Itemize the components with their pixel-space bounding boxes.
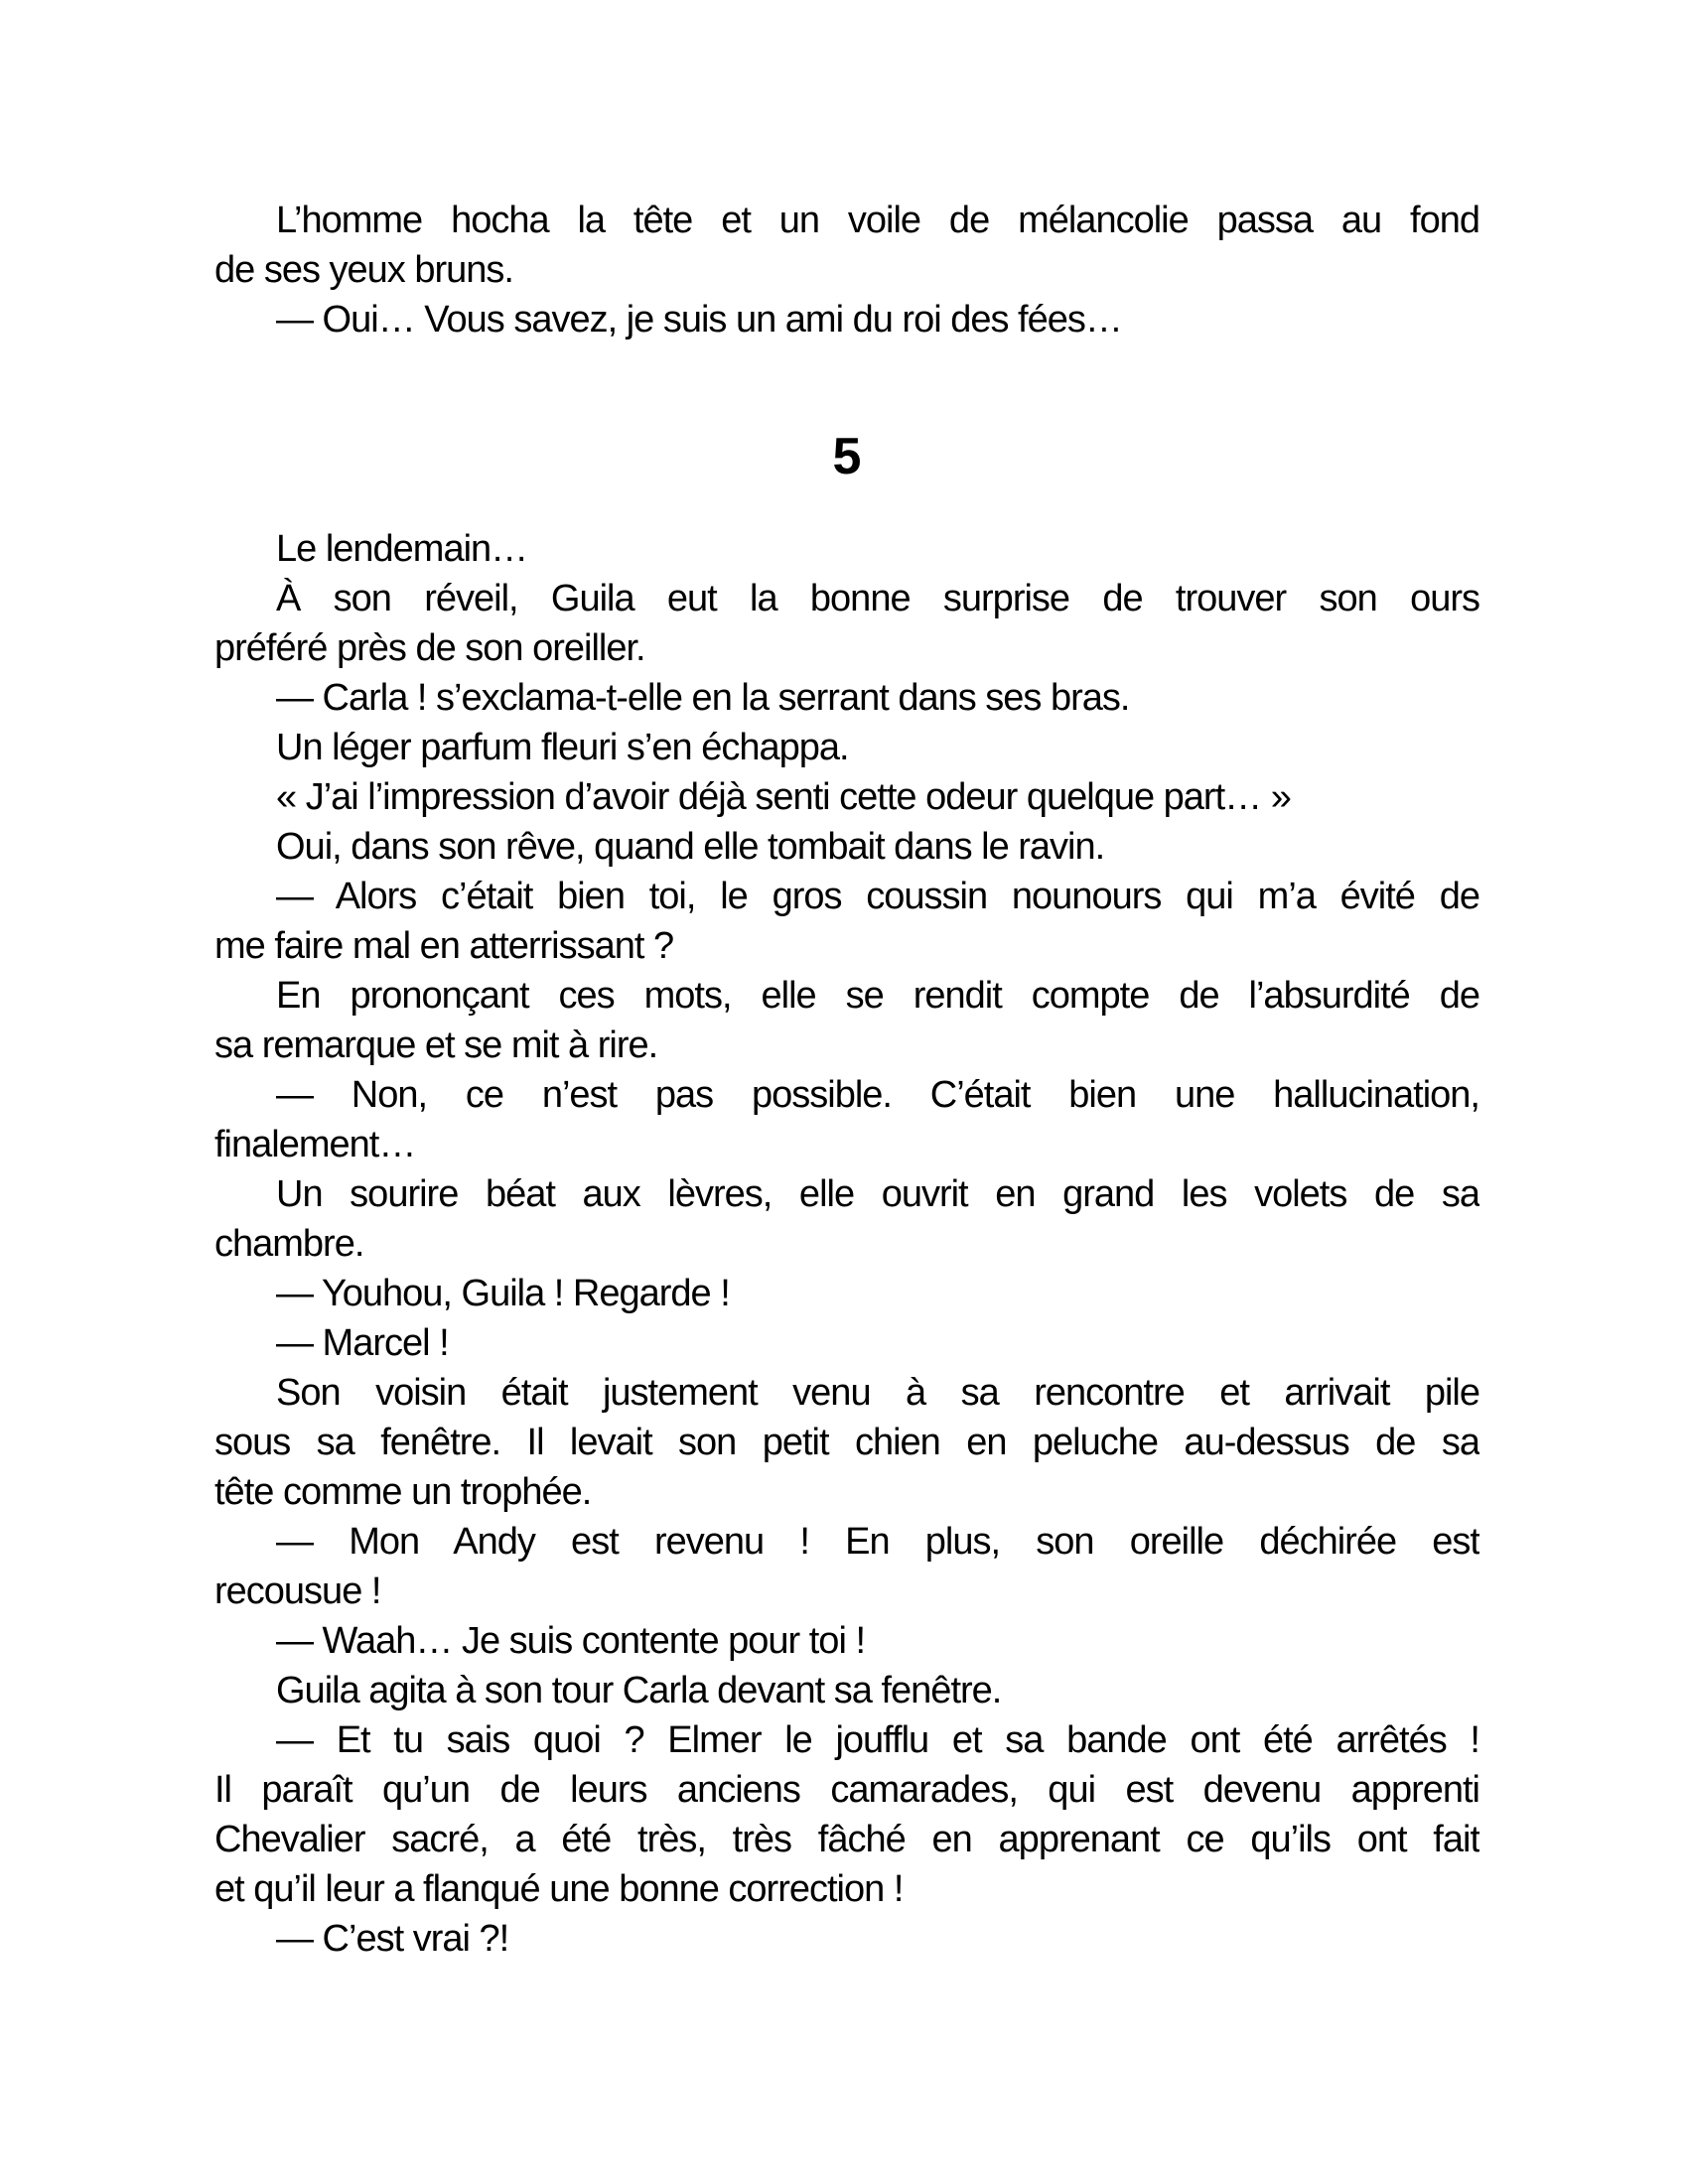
text-line: À son réveil, Guila eut la bonne surprise de trouver son ours [276,578,1479,619]
paragraph [214,1070,1479,1169]
paragraph [214,1914,1479,1964]
text-line: Un sourire béat aux lèvres, elle ouvrit en grand les volets de sa [276,1173,1479,1215]
text-line: Il paraît qu’un de leurs anciens camarades, qui est devenu apprenti [214,1769,1479,1811]
text-line: tête comme un trophée. [214,1471,592,1513]
chapter-number: 5 [832,428,862,485]
text-line: sous sa fenêtre. Il levait son petit chien en peluche au-dessus de sa [214,1422,1479,1463]
text-line: finalement… [214,1124,416,1165]
text-line: de ses yeux bruns. [214,249,513,291]
paragraph [214,723,1479,772]
paragraph [214,1169,1479,1269]
paragraph [214,1269,1479,1318]
text-line: — Carla ! s’exclama-t-elle en la serrant dans ses bras. [276,677,1130,719]
text-line: — C’est vrai ?! [276,1918,509,1960]
paragraph [214,772,1479,822]
paragraph [214,1666,1479,1715]
text-line: En prononçant ces mots, elle se rendit compte de l’absurdité de [276,975,1479,1017]
text-line: L’homme hocha la tête et un voile de mélancolie passa au fond [276,200,1479,241]
text-line: — Youhou, Guila ! Regarde ! [276,1273,730,1314]
text-line: — Alors c’était bien toi, le gros coussin nounours qui m’a évité de [276,876,1479,917]
text-line: Chevalier sacré, a été très, très fâché en apprenant ce qu’ils ont fait [214,1819,1479,1860]
text-line: « J’ai l’impression d’avoir déjà senti cette odeur quelque part… » [276,776,1291,818]
text-line: sa remarque et se mit à rire. [214,1024,658,1066]
text-line: Un léger parfum fleuri s’en échappa. [276,727,849,768]
text-line: et qu’il leur a flanqué une bonne correction ! [214,1868,904,1910]
paragraph [214,1318,1479,1368]
paragraph [214,295,1479,344]
paragraph [214,1715,1479,1914]
text-line: Oui, dans son rêve, quand elle tombait dans le ravin. [276,826,1105,868]
text-line: Guila agita à son tour Carla devant sa fenêtre. [276,1670,1002,1711]
text-line: recousue ! [214,1570,381,1612]
text-line: Le lendemain… [276,528,528,570]
text-line: Son voisin était justement venu à sa rencontre et arrivait pile [276,1372,1479,1414]
paragraph [214,1517,1479,1616]
paragraph [214,524,1479,574]
paragraph [214,822,1479,872]
paragraph [214,872,1479,971]
text-line: — Waah… Je suis contente pour toi ! [276,1620,866,1662]
paragraph [214,574,1479,673]
text-line: chambre. [214,1223,364,1265]
text-line: — Non, ce n’est pas possible. C’était bien une hallucination, [276,1074,1479,1116]
text-line: — Mon Andy est revenu ! En plus, son oreille déchirée est [276,1521,1479,1563]
text-line: préféré près de son oreiller. [214,627,645,669]
text-line: — Marcel ! [276,1322,449,1364]
paragraph [214,1368,1479,1517]
paragraph [214,196,1479,295]
text-line: — Et tu sais quoi ? Elmer le joufflu et sa bande ont été arrêtés ! [276,1719,1479,1761]
paragraph [214,1616,1479,1666]
text-line: me faire mal en atterrissant ? [214,925,674,967]
paragraph [214,971,1479,1070]
text-column [214,196,1479,1964]
paragraph [214,673,1479,723]
text-line: — Oui… Vous savez, je suis un ami du roi des fées… [276,299,1122,341]
